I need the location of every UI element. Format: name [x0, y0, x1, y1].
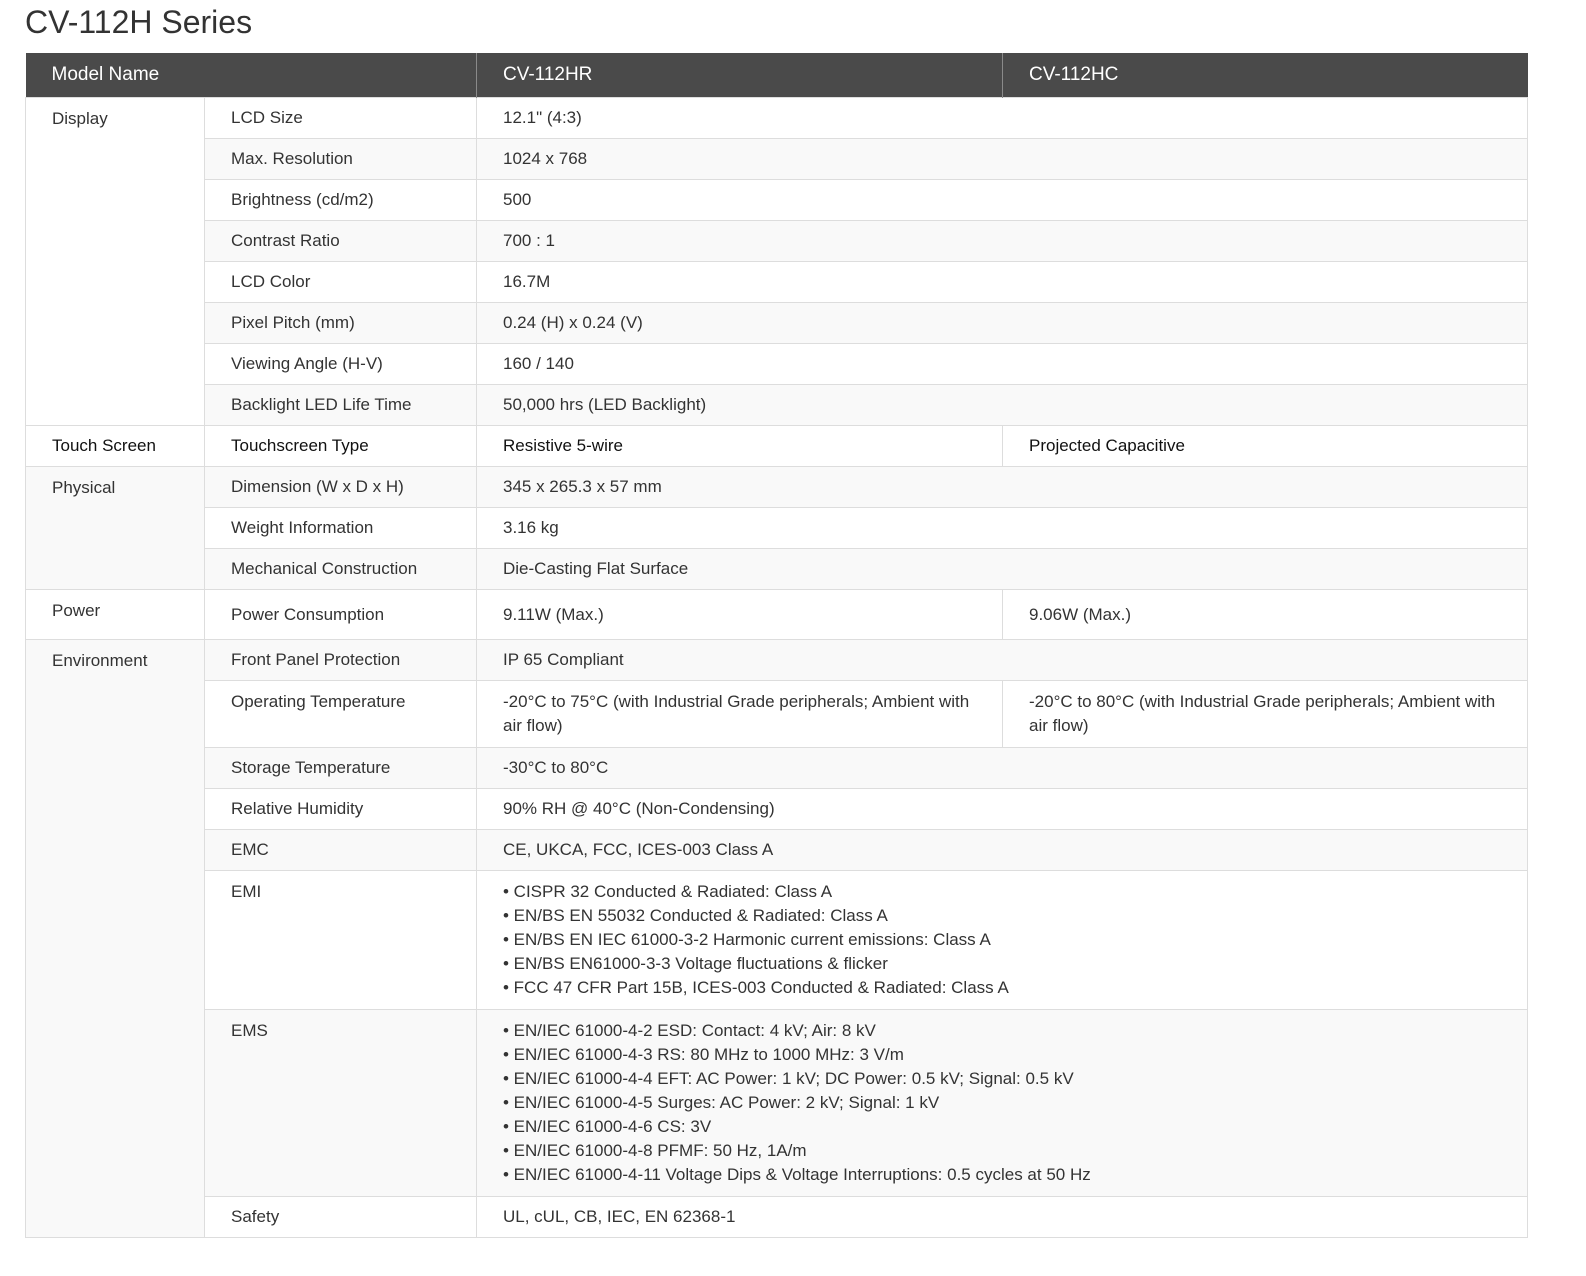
spec-label: Touchscreen Type — [205, 426, 477, 467]
table-row — [26, 681, 1528, 748]
spec-value: UL, cUL, CB, IEC, EN 62368-1 — [477, 1197, 1528, 1238]
header-model-r: CV-112HR — [477, 53, 1003, 98]
spec-value-list — [477, 871, 1528, 1010]
spec-value: 1024 x 768 — [477, 139, 1528, 180]
spec-label: Mechanical Construction — [205, 549, 477, 590]
spec-value: -30°C to 80°C — [477, 748, 1528, 789]
page-title: CV-112H Series — [25, 4, 253, 40]
group-label-touch: Touch Screen — [26, 426, 205, 467]
list-item: • EN/IEC 61000-4-6 CS: 3V — [503, 1117, 712, 1136]
spec-value-c: 9.06W (Max.) — [1003, 590, 1528, 640]
spec-value: 500 — [477, 180, 1528, 221]
spec-label: Pixel Pitch (mm) — [205, 303, 477, 344]
spec-label: Safety — [205, 1197, 477, 1238]
spec-label: Contrast Ratio — [205, 221, 477, 262]
table-row — [26, 590, 1528, 640]
table-row — [26, 508, 1528, 549]
spec-label: Dimension (W x D x H) — [205, 467, 477, 508]
table-row — [26, 789, 1528, 830]
spec-value-c: -20°C to 80°C (with Industrial Grade peripherals; Ambient with air flow) — [1003, 681, 1528, 748]
table-row — [26, 98, 1528, 139]
list-item: • EN/IEC 61000-4-2 ESD: Contact: 4 kV; Air: 8 kV — [503, 1021, 876, 1040]
spec-value: 160 / 140 — [477, 344, 1528, 385]
spec-label: Power Consumption — [205, 590, 477, 640]
list-item: • EN/BS EN61000-3-3 Voltage fluctuations & flicker — [503, 954, 888, 973]
list-item: • EN/IEC 61000-4-3 RS: 80 MHz to 1000 MHz: 3 V/m — [503, 1045, 904, 1064]
table-row — [26, 426, 1528, 467]
table-header-row — [26, 53, 1528, 98]
spec-label: Max. Resolution — [205, 139, 477, 180]
spec-value: 90% RH @ 40°C (Non-Condensing) — [477, 789, 1528, 830]
list-item: • EN/IEC 61000-4-11 Voltage Dips & Voltage Interruptions: 0.5 cycles at 50 Hz — [503, 1165, 1091, 1184]
table-row — [26, 385, 1528, 426]
group-label-display: Display — [26, 98, 205, 426]
group-label-physical: Physical — [26, 467, 205, 590]
spec-value: 345 x 265.3 x 57 mm — [477, 467, 1528, 508]
table-row — [26, 262, 1528, 303]
spec-value: 50,000 hrs (LED Backlight) — [477, 385, 1528, 426]
spec-label: Operating Temperature — [205, 681, 477, 748]
table-row — [26, 221, 1528, 262]
spec-label: EMI — [205, 871, 477, 1010]
group-label-power: Power — [26, 590, 205, 640]
spec-value: Die-Casting Flat Surface — [477, 549, 1528, 590]
spec-value: 0.24 (H) x 0.24 (V) — [477, 303, 1528, 344]
table-row — [26, 549, 1528, 590]
spec-label: EMC — [205, 830, 477, 871]
spec-value: IP 65 Compliant — [477, 640, 1528, 681]
spec-value: CE, UKCA, FCC, ICES-003 Class A — [477, 830, 1528, 871]
spec-value-r: Resistive 5-wire — [477, 426, 1003, 467]
table-row — [26, 139, 1528, 180]
spec-value-list — [477, 1010, 1528, 1197]
header-model-c: CV-112HC — [1003, 53, 1528, 98]
table-row — [26, 180, 1528, 221]
spec-label: Backlight LED Life Time — [205, 385, 477, 426]
spec-label: Storage Temperature — [205, 748, 477, 789]
table-row — [26, 303, 1528, 344]
table-row — [26, 344, 1528, 385]
list-item: • CISPR 32 Conducted & Radiated: Class A — [503, 882, 833, 901]
list-item: • FCC 47 CFR Part 15B, ICES-003 Conducted & Radiated: Class A — [503, 978, 1009, 997]
list-item: • EN/BS EN IEC 61000-3-2 Harmonic current emissions: Class A — [503, 930, 991, 949]
group-label-environment: Environment — [26, 640, 205, 1238]
spec-label: Front Panel Protection — [205, 640, 477, 681]
spec-label: LCD Size — [205, 98, 477, 139]
list-item: • EN/IEC 61000-4-8 PFMF: 50 Hz, 1A/m — [503, 1141, 807, 1160]
table-row — [26, 871, 1528, 1010]
spec-table — [25, 53, 1528, 1238]
header-model-name: Model Name — [26, 53, 477, 98]
spec-label: EMS — [205, 1010, 477, 1197]
spec-label: Viewing Angle (H-V) — [205, 344, 477, 385]
spec-value-r: 9.11W (Max.) — [477, 590, 1003, 640]
spec-value: 700 : 1 — [477, 221, 1528, 262]
table-row — [26, 1197, 1528, 1238]
list-item: • EN/BS EN 55032 Conducted & Radiated: Class A — [503, 906, 888, 925]
spec-label: Weight Information — [205, 508, 477, 549]
table-row — [26, 467, 1528, 508]
spec-value-r: -20°C to 75°C (with Industrial Grade peripherals; Ambient with air flow) — [477, 681, 1003, 748]
spec-value: 16.7M — [477, 262, 1528, 303]
table-row — [26, 1010, 1528, 1197]
spec-label: Relative Humidity — [205, 789, 477, 830]
list-item: • EN/IEC 61000-4-4 EFT: AC Power: 1 kV; DC Power: 0.5 kV; Signal: 0.5 kV — [503, 1069, 1074, 1088]
list-item: • EN/IEC 61000-4-5 Surges: AC Power: 2 kV; Signal: 1 kV — [503, 1093, 940, 1112]
spec-value: 3.16 kg — [477, 508, 1528, 549]
table-row — [26, 830, 1528, 871]
spec-label: LCD Color — [205, 262, 477, 303]
spec-value-c: Projected Capacitive — [1003, 426, 1528, 467]
spec-label: Brightness (cd/m2) — [205, 180, 477, 221]
table-row — [26, 748, 1528, 789]
table-row — [26, 640, 1528, 681]
spec-value: 12.1" (4:3) — [477, 98, 1528, 139]
